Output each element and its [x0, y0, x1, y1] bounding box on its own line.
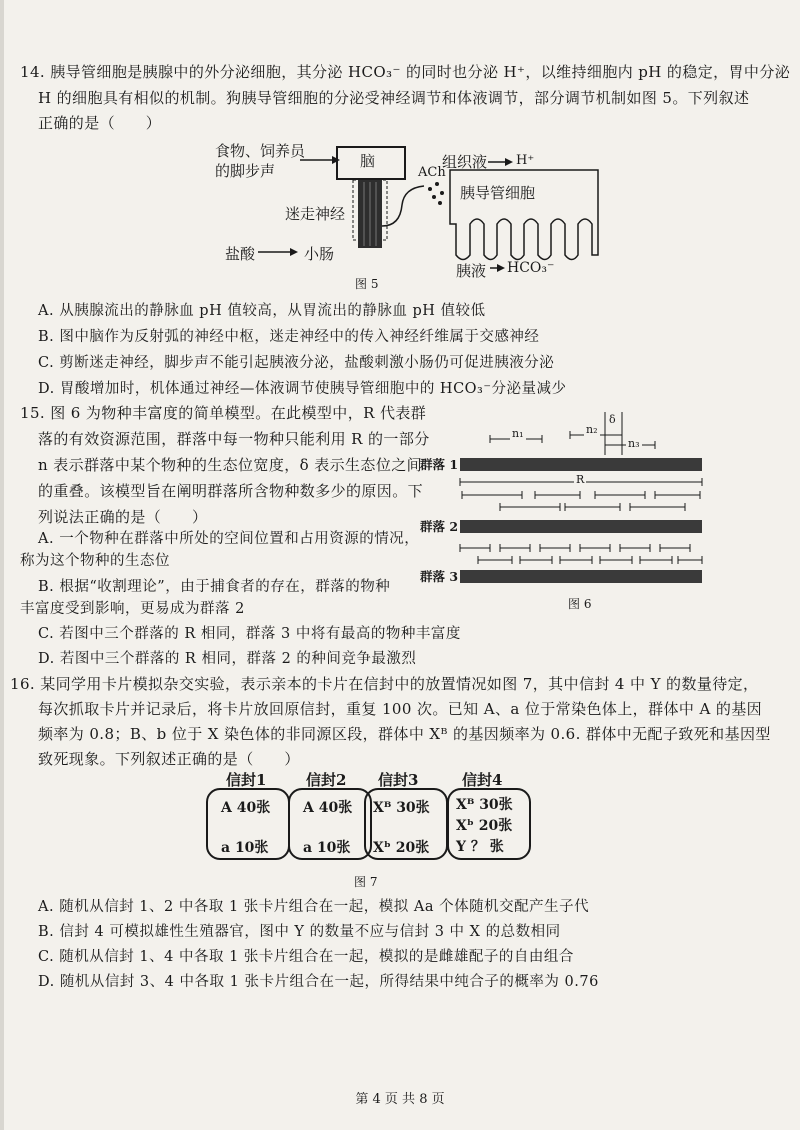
q16-line-1: 16. 某同学用卡片模拟杂交实验，表示亲本的卡片在信封中的放置情况如图 7，其中信封 4 中 Y 的数量待定，	[10, 675, 759, 693]
stimulus-label-line-1: 食物、饲养员	[215, 142, 306, 160]
envelope-3-card-bottom: Xᵇ 20张	[373, 840, 430, 856]
brain-label: 脑	[360, 152, 376, 170]
q15-option-a-line-1: A. 一个物种在群落中所处的空间位置和占用资源的情况，	[38, 531, 420, 547]
q15-line-4: 的重叠。该模型旨在阐明群落所含物种数多少的原因。下	[38, 482, 424, 500]
tissue-fluid-label: 组织液	[442, 153, 488, 171]
pancreatic-duct-cell-label: 胰导管细胞	[460, 184, 536, 202]
q16-option-c: C. 随机从信封 1、4 中各取 1 张卡片组合在一起，模拟的是雌雄配子的自由组合	[38, 949, 574, 965]
delta-label: δ	[609, 413, 616, 426]
envelope-3-title: 信封3	[378, 771, 419, 789]
envelope-2-card-top: A 40张	[303, 800, 353, 816]
envelope-4-card-bottom: Y ？ 张	[456, 839, 504, 855]
community-3-label: 群落 3	[420, 569, 459, 584]
h-ion-label: H⁺	[516, 153, 535, 168]
q15-line-2: 落的有效资源范围，群落中每一物种只能利用 R 的一部分	[38, 430, 430, 448]
q16-option-a: A. 随机从信封 1、2 中各取 1 张卡片组合在一起，模拟 Aa 个体随机交配产生子代	[38, 899, 590, 915]
q15-line-1: 15. 图 6 为物种丰富度的简单模型。在此模型中，R 代表群	[20, 404, 427, 422]
envelope-4-card-top: Xᴮ 30张	[456, 797, 513, 813]
envelope-4-card-middle: Xᵇ 20张	[456, 818, 513, 834]
envelope-1-title: 信封1	[226, 771, 267, 789]
q14-line-2: H 的细胞具有相似的机制。狗胰导管细胞的分泌受神经调节和体液调节，部分调节机制如图 5。下列叙述	[38, 89, 750, 107]
q16-line-3: 频率为 0.8；B、b 位于 X 染色体的非同源区段，群体中 Xᴮ 的基因频率为 0.6. 群体中无配子致死和基因型	[38, 725, 771, 743]
community-1-label: 群落 1	[420, 457, 459, 472]
envelope-1-card-bottom: a 10张	[221, 840, 269, 856]
q14-option-c: C. 剪断迷走神经，脚步声不能引起胰液分泌，盐酸刺激小肠仍可促进胰液分泌	[38, 355, 555, 371]
n2-label: n₂	[586, 423, 598, 436]
envelope-2-card-bottom: a 10张	[303, 840, 351, 856]
q14-option-d: D. 胃酸增加时，机体通过神经—体液调节使胰导管细胞中的 HCO₃⁻分泌量减少	[38, 381, 567, 397]
small-intestine-label: 小肠	[304, 245, 335, 263]
figure-7-caption: 图 7	[354, 875, 378, 889]
q16-option-d: D. 随机从信封 3、4 中各取 1 张卡片组合在一起，所得结果中纯合子的概率为 0.76	[38, 974, 599, 990]
q14-option-b: B. 图中脑作为反射弧的神经中枢，迷走神经中的传入神经纤维属于交感神经	[38, 329, 540, 345]
q15-line-5: 列说法正确的是（ ）	[38, 508, 208, 526]
pancreatic-juice-label: 胰液	[456, 262, 487, 280]
q15-option-d: D. 若图中三个群落的 R 相同，群落 2 的种间竞争最激烈	[38, 651, 417, 667]
envelope-1-card-top: A 40张	[221, 800, 271, 816]
envelope-2-title: 信封2	[306, 771, 347, 789]
n3-label: n₃	[628, 437, 640, 450]
figure-5-caption: 图 5	[355, 277, 379, 291]
q16-line-4: 致死现象。下列叙述正确的是（ ）	[38, 750, 300, 768]
community-3-bar	[460, 570, 702, 583]
q15-option-a-line-2: 称为这个物种的生态位	[20, 553, 170, 569]
q15-option-c: C. 若图中三个群落的 R 相同，群落 3 中将有最高的物种丰富度	[38, 626, 461, 642]
stimulus-label-line-2: 的脚步声	[215, 162, 276, 180]
community-1-niches	[462, 491, 700, 511]
q15-option-b-line-1: B. 根据“收割理论”，由于捕食者的存在，群落的物种	[38, 579, 391, 595]
q14-option-a: A. 从胰腺流出的静脉血 pH 值较高，从胃流出的静脉血 pH 值较低	[38, 303, 486, 319]
community-2-label: 群落 2	[420, 519, 459, 534]
q14-line-3: 正确的是（ ）	[38, 114, 162, 132]
q15-line-3: n 表示群落中某个物种的生态位宽度，δ 表示生态位之间	[38, 456, 423, 474]
page-footer: 第 4 页 共 8 页	[355, 1092, 445, 1107]
q14-line-1: 14. 胰导管细胞是胰腺中的外分泌细胞，其分泌 HCO₃⁻ 的同时也分泌 H⁺，以维持细胞内 pH 的稳定，胃中分泌	[20, 63, 791, 81]
envelope-4-title: 信封4	[462, 771, 503, 789]
community-1-bar	[460, 458, 702, 471]
n1-label: n₁	[512, 427, 524, 440]
vagus-nerve-label: 迷走神经	[285, 205, 346, 223]
r-label: R	[576, 473, 585, 486]
bicarbonate-label: HCO₃⁻	[507, 260, 555, 276]
q16-line-2: 每次抓取卡片并记录后，将卡片放回原信封，重复 100 次。已知 A、a 位于常染色体上，群体中 A 的基因	[38, 700, 763, 718]
figure-6-caption: 图 6	[568, 597, 592, 611]
q15-option-b-line-2: 丰富度受到影响，更易成为群落 2	[20, 601, 245, 617]
acid-label: 盐酸	[225, 245, 256, 263]
ach-label: ACh	[418, 165, 446, 180]
community-2-niches	[460, 544, 702, 564]
envelope-3-card-top: Xᴮ 30张	[373, 800, 430, 816]
q16-option-b: B. 信封 4 可模拟雄性生殖器官，图中 Y 的数量不应与信封 3 中 X 的总数相同	[38, 924, 561, 940]
community-2-bar	[460, 520, 702, 533]
